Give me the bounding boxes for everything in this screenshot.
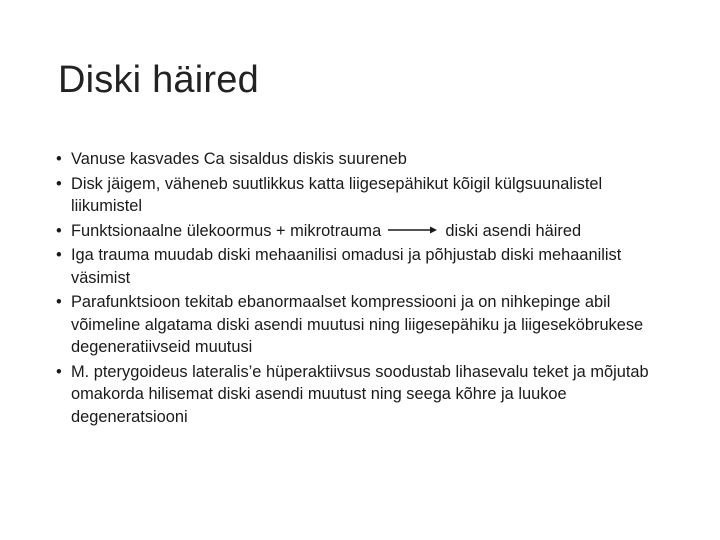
bullet-text: Iga trauma muudab diski mehaanilisi omadusi ja põhjustab diski mehaanilist väsimist [71, 246, 622, 287]
bullet-item [56, 173, 676, 218]
bullet-item [56, 244, 676, 289]
bullet-text: M. pterygoideus lateralis’e hüperaktiivsus soodustab lihasevalu teket ja mõjutab omakorda hilisemat diski asendi muutust ning seega kõhre ja luukoe degeneratsiooni [71, 362, 649, 426]
bullet-text: Disk jäigem, väheneb suutlikkus katta liigesepähikut kõigil külgsuunalistel liikumistel [71, 174, 603, 215]
bullet-text: Vanuse kasvades Ca sisaldus diskis suureneb [71, 150, 407, 168]
bullet-marker: • [56, 150, 62, 168]
bullet-list [56, 148, 676, 430]
bullet-text: Parafunktsioon tekitab ebanormaalset kompressiooni ja on nihkepinge abil võimeline algatama diski asendi muutusi ning liigesepähiku ja liigeseköbrukese degeneratiivseid muutusi [71, 293, 644, 356]
bullet-text-before-arrow: Funktsionaalne ülekoormus + mikrotrauma [71, 221, 382, 240]
bullet-marker: • [56, 293, 62, 311]
bullet-item [56, 291, 676, 359]
bullet-item [56, 220, 676, 243]
bullet-marker: • [56, 221, 62, 240]
bullet-item [56, 361, 676, 429]
bullet-marker: • [56, 362, 62, 381]
bullet-marker: • [56, 174, 62, 193]
bullet-item [56, 148, 676, 171]
bullet-marker: • [56, 246, 62, 264]
right-arrow-icon [386, 224, 438, 236]
bullet-text-after-arrow: diski asendi häired [445, 221, 582, 240]
slide-title: Diski häired [58, 59, 259, 101]
